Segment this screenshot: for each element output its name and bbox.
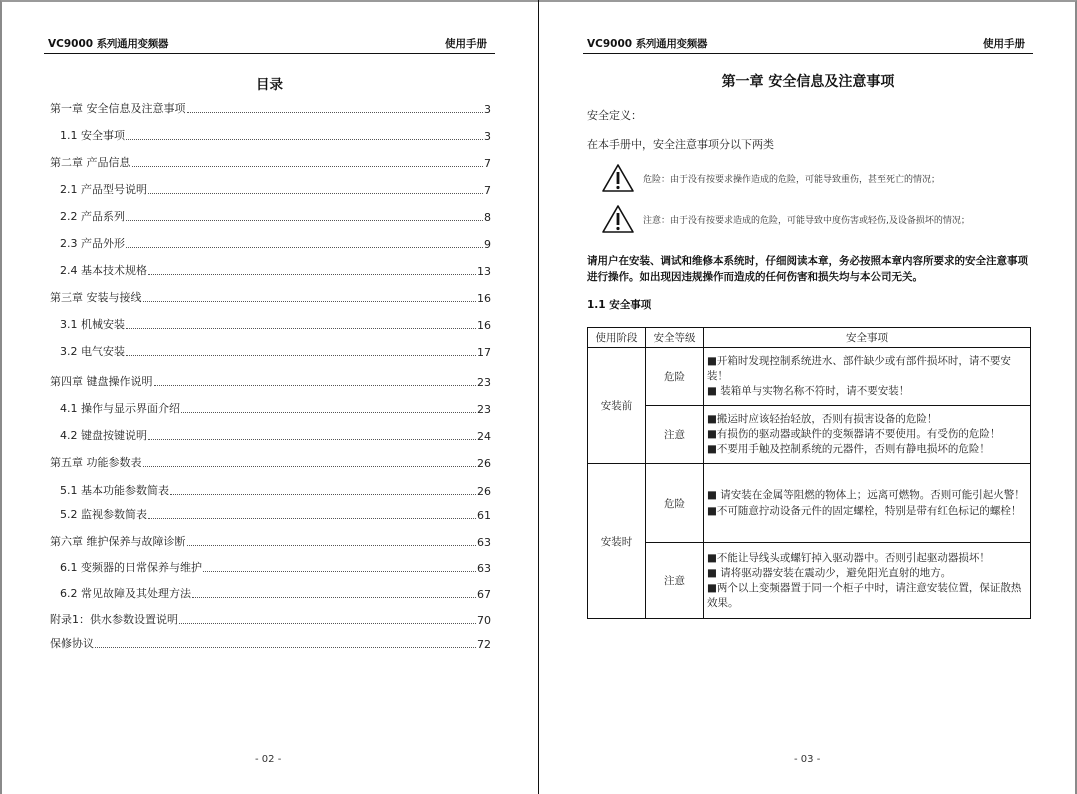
toc-leader-dots <box>203 571 476 572</box>
toc-leader-dots <box>126 139 483 140</box>
toc-leader-dots <box>187 545 477 546</box>
warning-triangle-icon <box>601 204 635 234</box>
toc-entry[interactable] <box>60 506 491 522</box>
toc-leader-dots <box>143 301 477 302</box>
toc-entry-page: 23 <box>477 376 491 389</box>
toc-entry-title: 3.1 机械安装 <box>60 318 125 331</box>
safety-item: ■ 请将驱动器安装在震动少，避免阳光直射的地方。 <box>707 566 952 579</box>
toc-leader-dots <box>154 385 477 386</box>
items-cell <box>704 348 1031 406</box>
toc-leader-dots <box>95 647 476 648</box>
level-cell: 注意 <box>646 543 704 619</box>
toc-entry-title: 第三章 安装与接线 <box>50 291 142 304</box>
toc-entry[interactable] <box>50 373 491 389</box>
safety-item: ■ 请安装在金属等阻燃的物体上；远离可燃物。否则可能引起火警！ <box>707 489 1025 501</box>
toc-entry-title: 6.2 常见故障及其处理方法 <box>60 587 191 600</box>
toc-entry-title: 2.2 产品系列 <box>60 210 125 223</box>
toc-entry-page: 24 <box>477 430 491 443</box>
toc-entry-page: 3 <box>484 130 491 143</box>
toc-entry[interactable] <box>50 154 491 170</box>
toc-leader-dots <box>192 597 476 598</box>
left-page <box>0 0 538 794</box>
toc-entry-title: 第四章 键盘操作说明 <box>50 375 153 388</box>
running-header <box>44 36 495 54</box>
toc-entry[interactable] <box>50 454 491 470</box>
toc-leader-dots <box>132 166 484 167</box>
toc-entry[interactable] <box>50 289 491 305</box>
toc-leader-dots <box>148 439 476 440</box>
toc-leader-dots <box>143 466 477 467</box>
toc-title: 目录 <box>256 77 283 93</box>
toc-entry-title: 2.4 基本技术规格 <box>60 264 147 277</box>
caution-warning-text: 注意：由于没有按要求造成的危险，可能导致中度伤害或轻伤,及设备损坏的情况； <box>643 215 970 226</box>
toc-entry[interactable] <box>60 235 491 251</box>
safety-item: ■不可随意拧动设备元件的固定螺栓，特别是带有红色标记的螺栓！ <box>707 505 1022 517</box>
header-series: 系列通用变频器 <box>635 38 708 50</box>
toc-entry[interactable] <box>60 400 491 416</box>
safety-intro: 在本手册中，安全注意事项分以下两类 <box>587 138 774 151</box>
toc-leader-dots <box>181 412 476 413</box>
level-cell: 注意 <box>646 406 704 464</box>
toc-entry-page: 61 <box>477 509 491 522</box>
running-header <box>583 36 1033 54</box>
toc-entry-page: 8 <box>484 211 491 224</box>
toc-entry-page: 9 <box>484 238 491 251</box>
column-header-items: 安全事项 <box>704 328 1031 348</box>
toc-leader-dots <box>170 494 476 495</box>
toc-entry-page: 26 <box>477 485 491 498</box>
toc-leader-dots <box>187 112 484 113</box>
toc-entry-page: 16 <box>477 292 491 305</box>
toc-entry-page: 7 <box>484 157 491 170</box>
items-cell <box>704 543 1031 619</box>
toc-entry[interactable] <box>60 181 491 197</box>
toc-entry-title: 6.1 变频器的日常保养与维护 <box>60 561 202 574</box>
safety-item: ■两个以上变频器置于同一个柜子中时，请注意安装位置，保证散热效果。 <box>707 581 1022 609</box>
toc-entry-page: 26 <box>477 457 491 470</box>
toc-leader-dots <box>126 355 476 356</box>
warning-triangle-icon <box>601 163 635 193</box>
toc-entry-page: 67 <box>477 588 491 601</box>
column-header-stage: 使用阶段 <box>588 328 646 348</box>
toc-entry[interactable] <box>60 316 491 332</box>
toc-entry-page: 3 <box>484 103 491 116</box>
toc-entry-page: 17 <box>477 346 491 359</box>
toc-entry[interactable] <box>60 482 491 498</box>
header-series: 系列通用变频器 <box>96 38 169 50</box>
toc-entry-page: 13 <box>477 265 491 278</box>
toc-entry-title: 1.1 安全事项 <box>60 129 125 142</box>
level-cell: 危险 <box>646 348 704 406</box>
safety-item: ■ 装箱单与实物名称不符时，请不要安装！ <box>707 385 910 397</box>
page-number: - 03 - <box>794 754 821 765</box>
toc-leader-dots <box>126 247 483 248</box>
toc-entry[interactable] <box>60 343 491 359</box>
safety-notice: 请用户在安装、调试和维修本系统时，仔细阅读本章，务必按照本章内容所要求的安全注意事项进行操作。如出现因违规操作而造成的任何伤害和损失均与本公司无关。 <box>587 255 1028 283</box>
toc-entry[interactable] <box>60 208 491 224</box>
toc-entry-title: 第二章 产品信息 <box>50 156 131 169</box>
safety-item: ■不要用手触及控制系统的元器件，否则有静电损坏的危险！ <box>707 443 990 455</box>
toc-entry-title: 第五章 功能参数表 <box>50 456 142 469</box>
toc-leader-dots <box>148 274 476 275</box>
table-row <box>588 406 1031 464</box>
toc-entry-title: 2.1 产品型号说明 <box>60 183 147 196</box>
toc-leader-dots <box>148 193 483 194</box>
toc-entry-title: 4.2 键盘按键说明 <box>60 429 147 442</box>
caution-warning <box>601 204 970 234</box>
toc-entry-title: 保修协议 <box>50 637 94 650</box>
chapter-title: 第一章 安全信息及注意事项 <box>721 74 895 90</box>
safety-item: ■有损伤的驱动器或缺件的变频器请不要使用。有受伤的危险！ <box>707 428 1001 440</box>
table-row <box>588 348 1031 406</box>
danger-warning-text: 危险：由于没有按要求操作造成的危险，可能导致重伤，甚至死亡的情况； <box>643 174 941 185</box>
column-header-level: 安全等级 <box>646 328 704 348</box>
toc-leader-dots <box>126 220 483 221</box>
toc-entry[interactable] <box>50 611 491 627</box>
header-manual-label: 使用手册 <box>983 38 1025 50</box>
toc-entry-title: 5.2 监视参数简表 <box>60 508 147 521</box>
safety-item: ■不能让导线头或螺钉掉入驱动器中。否则引起驱动器损坏！ <box>707 551 990 564</box>
table-row <box>588 464 1031 543</box>
toc-entry-title: 4.1 操作与显示界面介绍 <box>60 402 180 415</box>
toc-leader-dots <box>126 328 476 329</box>
table-row <box>588 543 1031 619</box>
right-page <box>539 0 1077 794</box>
table-header-row <box>588 328 1031 348</box>
header-model: VC9000 <box>587 38 633 50</box>
safety-item: ■开箱时发现控制系统进水、部件缺少或有部件损坏时，请不要安装！ <box>707 355 1011 382</box>
toc-entry[interactable] <box>60 427 491 443</box>
header-product-title <box>48 36 168 51</box>
toc-entry[interactable] <box>60 559 491 575</box>
toc-entry[interactable] <box>60 262 491 278</box>
toc-entry-page: 70 <box>477 614 491 627</box>
header-product-title <box>587 36 707 51</box>
toc-entry-page: 7 <box>484 184 491 197</box>
toc-entry-title: 附录1：供水参数设置说明 <box>50 613 178 626</box>
items-cell <box>704 464 1031 543</box>
toc-entry[interactable] <box>60 127 491 143</box>
toc-entry[interactable] <box>60 585 491 601</box>
toc-entry-page: 16 <box>477 319 491 332</box>
danger-warning <box>601 163 940 193</box>
toc-entry[interactable] <box>50 100 491 116</box>
page-number: - 02 - <box>255 754 282 765</box>
toc-entry[interactable] <box>50 533 491 549</box>
items-cell <box>704 406 1031 464</box>
stage-cell: 安装前 <box>588 348 646 464</box>
toc-entry-title: 2.3 产品外形 <box>60 237 125 250</box>
stage-cell: 安装时 <box>588 464 646 619</box>
toc-entry[interactable] <box>50 635 491 651</box>
toc-entry-title: 第六章 维护保养与故障诊断 <box>50 535 186 548</box>
toc-entry-title: 3.2 电气安装 <box>60 345 125 358</box>
toc-entry-page: 63 <box>477 562 491 575</box>
section-heading: 1.1 安全事项 <box>587 299 652 311</box>
toc-entry-page: 63 <box>477 536 491 549</box>
header-model: VC9000 <box>48 38 94 50</box>
toc-entry-title: 第一章 安全信息及注意事项 <box>50 102 186 115</box>
safety-item: ■搬运时应该轻抬轻放，否则有损害设备的危险！ <box>707 413 938 425</box>
safety-table <box>587 327 1031 619</box>
toc-leader-dots <box>179 623 476 624</box>
toc-leader-dots <box>148 518 476 519</box>
header-manual-label: 使用手册 <box>445 38 487 50</box>
level-cell: 危险 <box>646 464 704 543</box>
safety-definition-label: 安全定义： <box>587 109 642 122</box>
toc-entry-title: 5.1 基本功能参数简表 <box>60 484 169 497</box>
toc-entry-page: 72 <box>477 638 491 651</box>
toc-entry-page: 23 <box>477 403 491 416</box>
